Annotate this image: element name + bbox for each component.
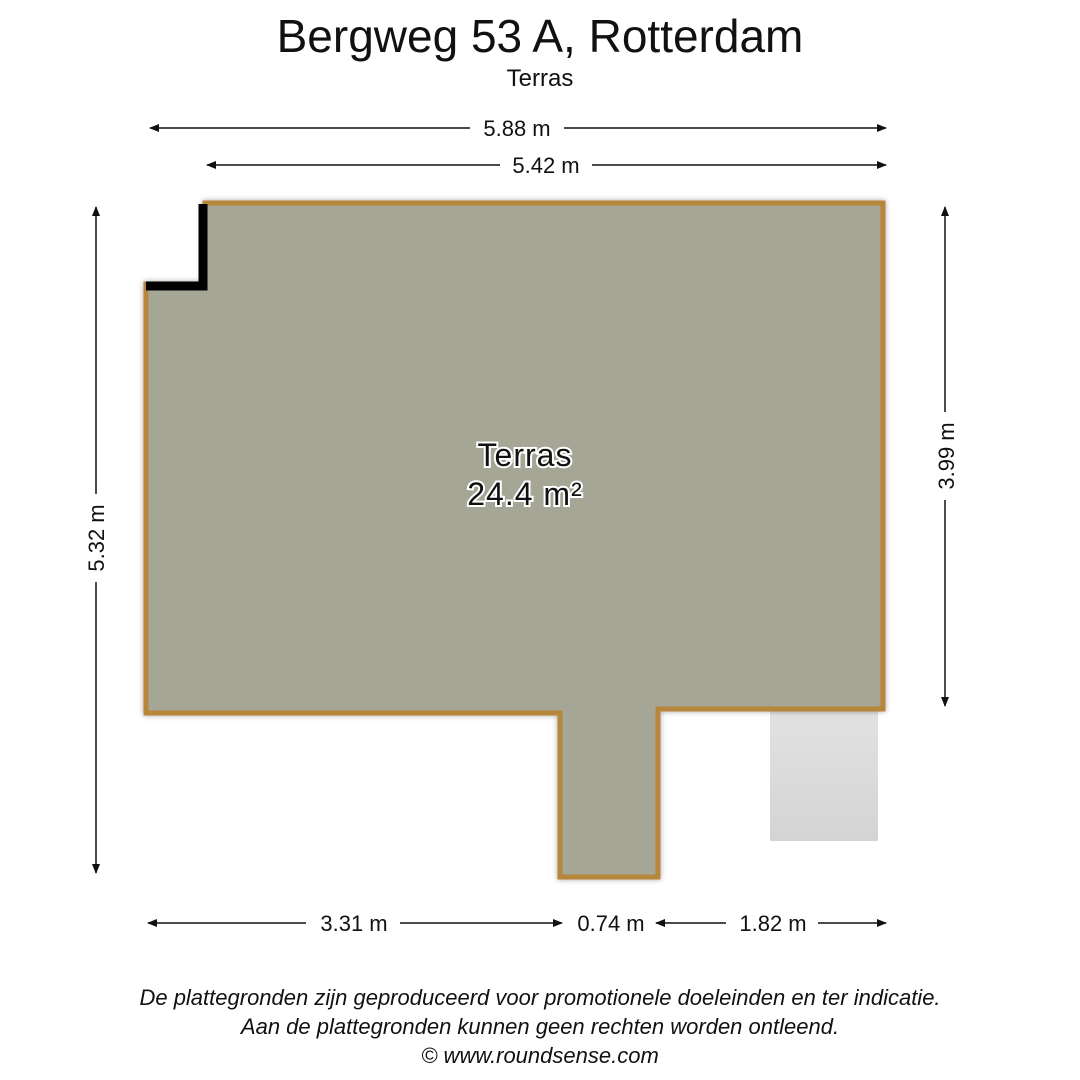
dimension-right (934, 207, 959, 706)
disclaimer-line-1: De plattegronden zijn geproduceerd voor promotionele doeleinden en ter indicatie. (139, 985, 941, 1010)
copyright-line: © www.roundsense.com (421, 1043, 659, 1068)
dimension-top-total (150, 116, 886, 141)
disclaimer-line-2: Aan de plattegronden kunnen geen rechten worden ontleend. (240, 1014, 840, 1039)
dimension-left (84, 207, 109, 873)
room-area: 24.4 m² (467, 476, 583, 512)
stairs-area (770, 709, 878, 841)
dimension-top-total-label: 5.88 m (483, 116, 551, 141)
dimension-left-label: 5.32 m (84, 504, 109, 572)
dimension-bottom-left-label: 3.31 m (320, 911, 388, 936)
plan-subtitle: Terras (506, 65, 574, 92)
dimension-bottom-mid (577, 911, 644, 936)
dimension-bottom-left (148, 911, 562, 936)
room-name: Terras (477, 437, 573, 473)
dimension-right-label: 3.99 m (934, 422, 959, 490)
dimension-bottom-right (656, 911, 886, 936)
plan-title: Bergweg 53 A, Rotterdam (276, 10, 804, 62)
wall-corner (146, 204, 203, 286)
dimension-bottom-mid-label: 0.74 m (577, 911, 645, 936)
dimension-top-inner-label: 5.42 m (512, 153, 580, 178)
dimension-top-inner (207, 153, 886, 178)
dimension-bottom-right-label: 1.82 m (739, 911, 807, 936)
